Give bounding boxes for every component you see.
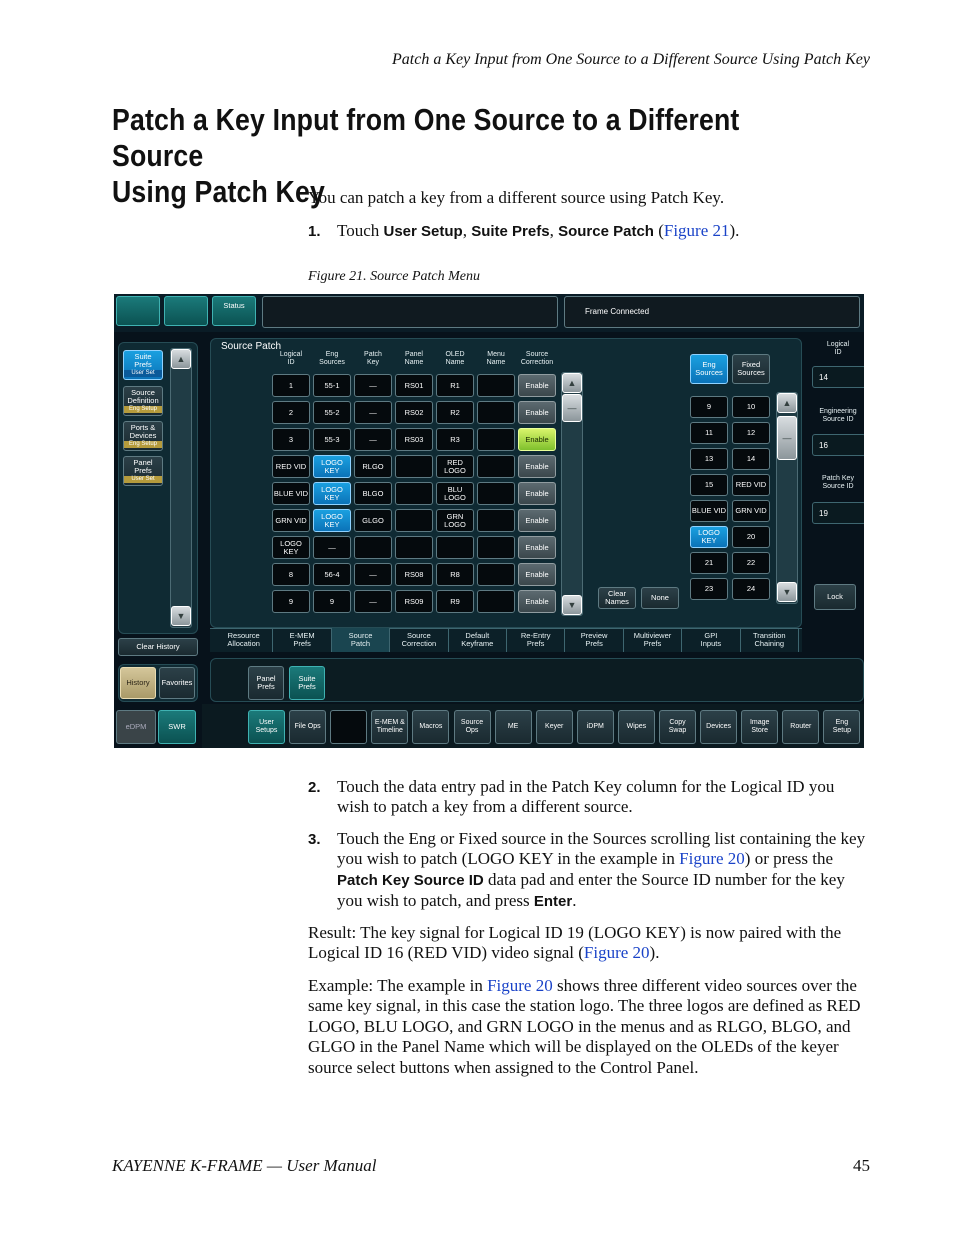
bottom-bar-button-6[interactable]: ME xyxy=(495,710,532,744)
source-cell-4[interactable]: 13 xyxy=(690,448,728,470)
row-6-menu[interactable] xyxy=(477,536,515,559)
section-title-line-1: Patch a Key Input from One Source to a Different Source xyxy=(112,102,740,173)
engineering-source-id-label: Engineering Source ID xyxy=(819,408,857,423)
sidebar-item-label: Suite Prefs xyxy=(134,352,152,369)
source-cell-0[interactable]: 9 xyxy=(690,396,728,418)
row-2-patch[interactable]: — xyxy=(354,428,392,451)
sources-scroll-down[interactable]: ▼ xyxy=(777,582,797,602)
sidebar-item-tag: Eng Setup xyxy=(124,406,162,413)
row-2-menu[interactable] xyxy=(477,428,515,451)
result-t1: Result: The key signal for Logical ID 19 (LOGO KEY) is now paired with the Logical ID 16 (RED VID) video signal ( xyxy=(308,923,842,963)
row-2-panel[interactable]: RS03 xyxy=(395,428,433,451)
step-3-t2: ) or press the xyxy=(744,849,834,869)
source-cell-7[interactable]: RED VID xyxy=(732,474,770,496)
logical-id-pad[interactable]: 14 xyxy=(812,366,864,388)
example-t2: shows three different video sources over the same key signal, in this case the station logo. The three logos are defined as RED LOGO, BLU LOGO, and GRN LOGO in the menus and as RLGO, BLGO, and GLGO in the Panel Name which will be displayed on the OLEDs of the keyer source select buttons when assigned to the Control Panel. xyxy=(308,976,861,1077)
row-2-logical[interactable]: 3 xyxy=(272,428,310,451)
row-0-patch[interactable]: — xyxy=(354,374,392,397)
step-1 xyxy=(308,221,868,242)
source-cell-5[interactable]: 14 xyxy=(732,448,770,470)
step-3-t4: . xyxy=(572,891,577,911)
history-button[interactable]: History xyxy=(120,667,156,699)
row-3-oled[interactable]: RED LOGO xyxy=(436,455,474,478)
row-1-menu[interactable] xyxy=(477,401,515,424)
bottom-bar-button-11[interactable]: Devices xyxy=(700,710,737,744)
sidebar-item-3[interactable] xyxy=(123,456,163,486)
bottom-bar-button-4[interactable]: Macros xyxy=(412,710,449,744)
swr-button[interactable]: SWR xyxy=(158,710,196,744)
panel-prefs-subtab[interactable]: Panel Prefs xyxy=(248,666,284,700)
step-3-number: 3. xyxy=(308,831,321,848)
step-1-number: 1. xyxy=(308,223,321,240)
sidebar-item-label: Panel Prefs xyxy=(133,458,153,475)
edpm-button[interactable]: eDPM xyxy=(116,710,156,744)
step-1-t3: ). xyxy=(729,221,740,240)
source-cell-9[interactable]: GRN VID xyxy=(732,500,770,522)
bottom-bar-button-2[interactable] xyxy=(330,710,367,744)
tab-3[interactable]: Source Correction xyxy=(390,628,448,652)
row-7-menu[interactable] xyxy=(477,563,515,586)
row-0-logical[interactable]: 1 xyxy=(272,374,310,397)
column-header-2: Patch Key xyxy=(364,351,382,366)
ui-suite-prefs: Suite Prefs xyxy=(471,223,550,240)
sidebar-item-tag: User Set xyxy=(124,476,162,483)
sidebar-scroll-up[interactable]: ▲ xyxy=(171,349,191,369)
patch-key-source-id-pad[interactable]: 19 xyxy=(812,502,864,524)
row-4-corr[interactable]: Enable xyxy=(518,482,556,505)
frame-connected-status: Frame Connected xyxy=(564,296,860,328)
sidebar-item-2[interactable] xyxy=(123,421,163,451)
result-t2: ). xyxy=(649,943,660,963)
bottom-bar-button-1[interactable]: File Ops xyxy=(289,710,326,744)
tab-9[interactable]: Transition Chaining xyxy=(741,628,799,652)
column-header-6: Source Correction xyxy=(520,351,554,366)
row-4-menu[interactable] xyxy=(477,482,515,505)
row-5-corr[interactable]: Enable xyxy=(518,509,556,532)
none-button[interactable]: None xyxy=(641,587,679,609)
row-8-patch[interactable]: — xyxy=(354,590,392,613)
source-cell-6[interactable]: 15 xyxy=(690,474,728,496)
panel-title: Source Patch xyxy=(221,341,282,352)
row-4-panel[interactable] xyxy=(395,482,433,505)
row-8-oled[interactable]: R9 xyxy=(436,590,474,613)
bottom-bar-button-5[interactable]: Source Ops xyxy=(454,710,491,744)
running-header: Patch a Key Input from One Source to a Different Source Using Patch Key xyxy=(392,51,870,68)
row-5-patch[interactable]: GLGO xyxy=(354,509,392,532)
row-1-panel[interactable]: RS02 xyxy=(395,401,433,424)
ui-enter: Enter xyxy=(533,893,573,911)
row-3-menu[interactable] xyxy=(477,455,515,478)
row-1-patch[interactable]: — xyxy=(354,401,392,424)
bottom-bar-button-0[interactable]: User Setups xyxy=(248,710,285,744)
fixed-sources-button[interactable]: Fixed Sources xyxy=(732,354,770,384)
sidebar-item-1[interactable] xyxy=(123,386,163,416)
source-cell-15[interactable]: 24 xyxy=(732,578,770,600)
bottom-bar-button-12[interactable]: Image Store xyxy=(741,710,778,744)
status-button[interactable]: Status xyxy=(212,296,256,326)
table-scroll-thumb[interactable]: — xyxy=(562,394,582,422)
step-3-text xyxy=(337,829,870,913)
bottom-bar-button-13[interactable]: Router xyxy=(782,710,819,744)
footer-manual-title: KAYENNE K-FRAME — User Manual xyxy=(112,1156,377,1175)
sources-scroll-up[interactable]: ▲ xyxy=(777,393,797,413)
column-header-1: Eng Sources xyxy=(319,351,345,366)
tab-8[interactable]: GPI Inputs xyxy=(682,628,740,652)
sidebar-item-tag: User Set xyxy=(124,370,162,377)
row-8-panel[interactable]: RS09 xyxy=(395,590,433,613)
top-blank-display xyxy=(262,296,558,328)
column-header-4: OLED Name xyxy=(445,351,465,366)
result-paragraph xyxy=(308,923,870,964)
row-7-panel[interactable]: RS08 xyxy=(395,563,433,586)
row-6-corr[interactable]: Enable xyxy=(518,536,556,559)
row-1-eng[interactable]: 55-2 xyxy=(313,401,351,424)
row-7-logical[interactable]: 8 xyxy=(272,563,310,586)
table-scroll-up[interactable]: ▲ xyxy=(562,373,582,393)
source-cell-2[interactable]: 11 xyxy=(690,422,728,444)
row-5-oled[interactable]: GRN LOGO xyxy=(436,509,474,532)
row-5-menu[interactable] xyxy=(477,509,515,532)
source-cell-13[interactable]: 22 xyxy=(732,552,770,574)
result-figure-20-link[interactable]: Figure 20 xyxy=(583,943,650,963)
table-scroll-down[interactable]: ▼ xyxy=(562,595,582,615)
row-0-eng[interactable]: 55-1 xyxy=(313,374,351,397)
step-1-t2: ( xyxy=(653,221,664,240)
tab-5[interactable]: Re-Entry Prefs xyxy=(507,628,565,652)
example-t1: Example: The example in xyxy=(308,976,488,995)
row-4-patch[interactable]: BLGO xyxy=(354,482,392,505)
tab-7[interactable]: Multiviewer Prefs xyxy=(624,628,682,652)
row-2-corr[interactable]: Enable xyxy=(518,428,556,451)
source-cell-11[interactable]: 20 xyxy=(732,526,770,548)
source-cell-10[interactable]: LOGO KEY xyxy=(690,526,728,548)
footer-page-number: 45 xyxy=(853,1156,870,1175)
bottom-bar-button-9[interactable]: Wipes xyxy=(618,710,655,744)
column-header-5: Menu Name xyxy=(486,351,506,366)
tab-6[interactable]: Preview Prefs xyxy=(565,628,623,652)
ui-user-setup: User Setup xyxy=(383,223,463,240)
top-slot-2[interactable] xyxy=(164,296,208,326)
row-6-oled[interactable] xyxy=(436,536,474,559)
row-8-corr[interactable]: Enable xyxy=(518,590,556,613)
figure-caption: Figure 21. Source Patch Menu xyxy=(308,269,480,284)
step-1-sep1: , xyxy=(462,221,472,240)
row-7-corr[interactable]: Enable xyxy=(518,563,556,586)
step-1-t1: Touch xyxy=(337,221,384,240)
row-3-eng[interactable]: LOGO KEY xyxy=(313,455,351,478)
bottom-bar-button-10[interactable]: Copy Swap xyxy=(659,710,696,744)
row-6-patch[interactable] xyxy=(354,536,392,559)
clear-history-button[interactable]: Clear History xyxy=(118,638,198,656)
bottom-bar-button-8[interactable]: iDPM xyxy=(577,710,614,744)
row-2-eng[interactable]: 55-3 xyxy=(313,428,351,451)
row-0-oled[interactable]: R1 xyxy=(436,374,474,397)
row-7-eng[interactable]: 56-4 xyxy=(313,563,351,586)
favorites-button[interactable]: Favorites xyxy=(159,667,195,699)
sidebar-item-label: Source Definition xyxy=(127,388,159,405)
eng-sources-button[interactable]: Eng Sources xyxy=(690,354,728,384)
row-5-panel[interactable] xyxy=(395,509,433,532)
ui-source-patch: Source Patch xyxy=(558,223,654,240)
ui-patch-key-source-id: Patch Key Source ID xyxy=(337,871,484,889)
row-1-logical[interactable]: 2 xyxy=(272,401,310,424)
step-3-t1: Touch the Eng or Fixed source in the Sources scrolling list containing the key you wish to patch (LOGO KEY in the example in xyxy=(337,829,866,869)
sources-scroll-thumb[interactable]: — xyxy=(777,416,797,460)
step-2-number: 2. xyxy=(308,779,321,796)
top-slot-1[interactable] xyxy=(116,296,160,326)
source-cell-3[interactable]: 12 xyxy=(732,422,770,444)
step-1-text xyxy=(337,221,739,242)
row-8-logical[interactable]: 9 xyxy=(272,590,310,613)
row-7-oled[interactable]: R8 xyxy=(436,563,474,586)
row-0-panel[interactable]: RS01 xyxy=(395,374,433,397)
figure-21-link[interactable]: Figure 21 xyxy=(663,221,730,240)
sidebar-item-tag: Eng Setup xyxy=(124,441,162,448)
row-6-eng[interactable]: — xyxy=(313,536,351,559)
source-patch-screenshot xyxy=(114,294,864,748)
tab-4[interactable]: Default Keyframe xyxy=(449,628,507,652)
engineering-source-id-pad[interactable]: 16 xyxy=(812,434,864,456)
bottom-bar-button-14[interactable]: Eng Setup xyxy=(823,710,860,744)
source-cell-12[interactable]: 21 xyxy=(690,552,728,574)
example-figure-20-link[interactable]: Figure 20 xyxy=(487,976,553,995)
step-2 xyxy=(308,777,870,817)
figure-20-link[interactable]: Figure 20 xyxy=(679,849,745,869)
row-6-panel[interactable] xyxy=(395,536,433,559)
tab-0[interactable]: Resource Allocation xyxy=(215,628,273,652)
row-1-oled[interactable]: R2 xyxy=(436,401,474,424)
step-2-text: Touch the data entry pad in the Patch Key column for the Logical ID you wish to patch a key from a different source. xyxy=(337,777,835,817)
step-1-sep2: , xyxy=(549,221,559,240)
example-paragraph xyxy=(308,976,870,1078)
row-3-patch[interactable]: RLGO xyxy=(354,455,392,478)
row-4-oled[interactable]: BLU LOGO xyxy=(436,482,474,505)
bottom-bar-button-3[interactable]: E-MEM & Timeline xyxy=(371,710,408,744)
column-header-0: Logical ID xyxy=(279,351,303,366)
row-0-menu[interactable] xyxy=(477,374,515,397)
step-3 xyxy=(308,829,870,911)
clear-names-button[interactable]: Clear Names xyxy=(598,587,636,609)
section-title-line-2: Using Patch Key xyxy=(112,174,325,209)
row-1-corr[interactable]: Enable xyxy=(518,401,556,424)
row-6-logical[interactable]: LOGO KEY xyxy=(272,536,310,559)
row-5-logical[interactable]: GRN VID xyxy=(272,509,310,532)
suite-prefs-subtab[interactable]: Suite Prefs xyxy=(289,666,325,700)
sidebar-item-label: Ports & Devices xyxy=(129,423,157,440)
sidebar-scroll-down[interactable]: ▼ xyxy=(171,606,191,626)
lock-button[interactable]: Lock xyxy=(814,584,856,610)
row-8-menu[interactable] xyxy=(477,590,515,613)
source-cell-14[interactable]: 23 xyxy=(690,578,728,600)
row-3-corr[interactable]: Enable xyxy=(518,455,556,478)
tab-1[interactable]: E-MEM Prefs xyxy=(273,628,331,652)
sidebar-scroll-track[interactable] xyxy=(170,348,192,628)
source-cell-1[interactable]: 10 xyxy=(732,396,770,418)
column-header-3: Panel Name xyxy=(404,351,424,366)
row-5-eng[interactable]: LOGO KEY xyxy=(313,509,351,532)
patch-key-source-id-label: Patch Key Source ID xyxy=(822,475,854,490)
row-2-oled[interactable]: R3 xyxy=(436,428,474,451)
logical-id-label: Logical ID xyxy=(826,341,850,356)
row-8-eng[interactable]: 9 xyxy=(313,590,351,613)
row-3-logical[interactable]: RED VID xyxy=(272,455,310,478)
bottom-bar-button-7[interactable]: Keyer xyxy=(536,710,573,744)
source-cell-8[interactable]: BLUE VID xyxy=(690,500,728,522)
row-4-logical[interactable]: BLUE VID xyxy=(272,482,310,505)
intro-paragraph: You can patch a key from a different source using Patch Key. xyxy=(308,188,725,207)
tab-2[interactable]: Source Patch xyxy=(332,628,390,652)
row-0-corr[interactable]: Enable xyxy=(518,374,556,397)
row-4-eng[interactable]: LOGO KEY xyxy=(313,482,351,505)
row-3-panel[interactable] xyxy=(395,455,433,478)
row-7-patch[interactable]: — xyxy=(354,563,392,586)
step-3-t3: data pad and enter the Source ID number for the key you wish to patch, and press xyxy=(337,869,845,911)
sidebar-item-0[interactable] xyxy=(123,350,163,380)
